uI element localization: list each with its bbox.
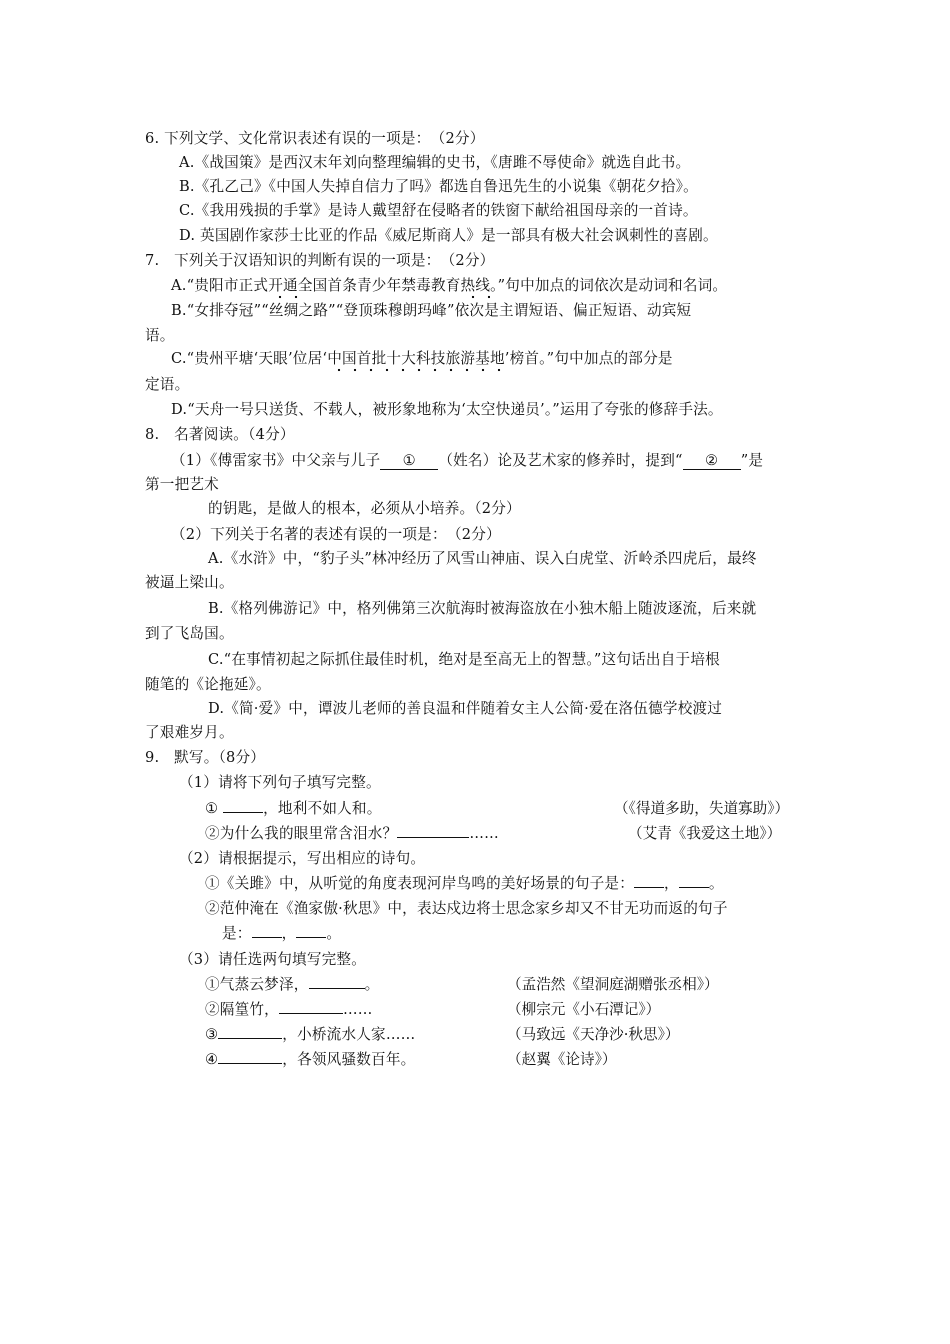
- q9-1-1-blank[interactable]: [223, 812, 263, 813]
- q6-option-b: B.《孔乙己》《中国人失掉自信力了吗》都选自鲁迅先生的小说集《朝花夕拾》。: [179, 178, 698, 195]
- q8-option-c-line1: C.“在事情初起之际抓住最佳时机，绝对是至高无上的智慧。”这句话出自于培根: [208, 651, 720, 668]
- q8-part1-line1: [171, 452, 763, 470]
- q7-c-dotted-phrase: 中国首批十大科技旅游基地: [327, 350, 505, 373]
- q9-3-2: [205, 1001, 373, 1019]
- q8-p1-mid: （姓名）论及艺术家的修养时，提到“: [438, 452, 683, 469]
- q8-option-b-line2: 到了飞岛国。: [145, 625, 234, 642]
- q9-1-1-text: ，地利不如人和。: [263, 800, 382, 817]
- q9-2-1-period: 。: [708, 875, 724, 892]
- q6-option-c: C.《我用残损的手掌》是诗人戴望舒在侵略者的铁窗下献给祖国母亲的一首诗。: [179, 202, 698, 219]
- q8-option-a-line2: 被逼上梁山。: [145, 574, 234, 591]
- q9-3-4-text: ，各领风骚数百年。: [282, 1051, 416, 1068]
- q8-p1-post: ”是: [740, 452, 764, 469]
- q7-c-post: ’榜首。”句中加点的部分是: [504, 350, 673, 367]
- q7-c-pre: C.“贵州平塘‘天眼’位居‘: [171, 350, 328, 367]
- q9-3-1-text: ①气蒸云梦泽，: [205, 976, 309, 993]
- q9-stem: 9. 默写。（8分）: [145, 749, 266, 766]
- q8-stem: 8. 名著阅读。（4分）: [145, 426, 295, 443]
- q9-3-3: [205, 1026, 415, 1044]
- q7-option-b-line2: 语。: [145, 327, 175, 344]
- q9-3-1: [205, 976, 379, 994]
- q9-3-1-source: （孟浩然《望洞庭湖赠张丞相》）: [507, 976, 719, 993]
- q8-option-d-line1: D.《简·爱》中，谭波儿老师的善良温和伴随着女主人公简·爱在洛伍德学校渡过: [208, 700, 723, 717]
- q9-3-2-text: ②隔篁竹，: [205, 1001, 279, 1018]
- q8-option-d-line2: 了艰难岁月。: [145, 724, 234, 741]
- q6-stem: 6. 下列文学、文化常识表述有误的一项是： （2分）: [145, 130, 485, 147]
- q9-2-1-blank-b[interactable]: [679, 887, 709, 888]
- q9-1-2-text: ②为什么我的眼里常含泪水？: [205, 825, 398, 842]
- q9-2-2-line1: ②范仲淹在《渔家傲·秋思》中，表达戍边将士思念家乡却又不甘无功而返的句子: [205, 900, 728, 917]
- q7-option-a: [171, 277, 727, 295]
- q9-1-2-source: （艾青《我爱这土地》）: [628, 825, 782, 842]
- q9-2-1-text: ①《关雎》中，从听觉的角度表现河岸鸟鸣的美好场景的句子是：: [205, 875, 635, 892]
- q8-part1-line2: 第一把艺术: [145, 476, 219, 493]
- q9-3-4-num: ④: [205, 1051, 219, 1068]
- q7-option-c: [171, 350, 673, 368]
- q7-a-post: 。”句中加点的词依次是动词和名词。: [490, 277, 728, 294]
- q9-3-1-blank[interactable]: [309, 988, 365, 989]
- q6-option-d: D. 英国剧作家莎士比亚的作品《威尼斯商人》是一部具有极大社会讽刺性的喜剧。: [179, 227, 718, 244]
- q9-2-2-blank-a[interactable]: [252, 937, 282, 938]
- q9-3-4-source: （赵翼《论诗》）: [507, 1051, 617, 1068]
- q9-2-2-blank-b[interactable]: [296, 937, 326, 938]
- q9-3-1-period: 。: [364, 976, 380, 993]
- q8-part1-line3: 的钥匙，是做人的根本，必须从小培养。（2分）: [208, 500, 521, 517]
- q9-3-2-blank[interactable]: [279, 1013, 343, 1014]
- q9-3-4: [205, 1051, 415, 1069]
- q9-2-2-line2: [222, 925, 341, 943]
- q9-2-1-comma: ，: [664, 875, 679, 892]
- q9-3-4-blank[interactable]: [218, 1063, 282, 1064]
- q9-3-3-blank[interactable]: [218, 1038, 282, 1039]
- q9-1-1: [205, 800, 382, 818]
- q9-3-2-ellipsis: ……: [342, 1001, 373, 1018]
- q8-option-a-line1: A.《水浒》中，“豹子头”林冲经历了风雪山神庙、误入白虎堂、沂岭杀四虎后，最终: [208, 550, 757, 567]
- q9-1-1-source: （《得道多助，失道寡助》）: [614, 800, 790, 817]
- q9-2-2-period: 。: [326, 925, 342, 942]
- q8-part2-stem: （2）下列关于名著的表述有误的一项是： （2分）: [171, 526, 501, 543]
- q9-2-2-text: 是：: [222, 925, 252, 942]
- q9-1-1-num: ①: [205, 800, 219, 817]
- q9-3-3-source: （马致远《天净沙·秋思》）: [507, 1026, 680, 1043]
- q9-1-2-ellipsis: ……: [469, 825, 499, 842]
- q7-option-d: D.“天舟一号只送货、不载人，被形象地称为‘太空快递员’。”运用了夸张的修辞手法。: [171, 401, 723, 418]
- q7-option-c-line2: 定语。: [145, 376, 190, 393]
- q9-1-2: [205, 825, 499, 843]
- q9-3-2-source: （柳宗元《小石潭记》）: [507, 1001, 661, 1018]
- q9-2-1-blank-a[interactable]: [634, 887, 664, 888]
- q7-a-dotted-verb: 开通: [268, 277, 298, 300]
- q9-sec2-title: （2）请根据提示，写出相应的诗句。: [179, 850, 426, 867]
- q9-1-2-blank[interactable]: [397, 837, 469, 838]
- q9-2-2-comma: ，: [281, 925, 297, 942]
- q8-option-b-line1: B.《格列佛游记》中，格列佛第三次航海时被海盗放在小独木船上随波逐流，后来就: [208, 600, 757, 617]
- q9-sec3-title: （3）请任选两句填写完整。: [179, 951, 367, 968]
- q9-sec1-title: （1）请将下列句子填写完整。: [179, 774, 381, 791]
- q7-a-pre: A.“贵阳市正式开通全国首条青少年禁毒教育: [171, 277, 461, 300]
- q7-a-dotted-word: 热线: [461, 277, 491, 300]
- q8-blank-2[interactable]: ②: [683, 453, 741, 470]
- q8-p1-pre: （1）《傅雷家书》中父亲与儿子: [171, 452, 381, 469]
- q9-2-1: [205, 875, 724, 893]
- q7-option-b-line1: B.“女排夺冠”“丝绸之路”“登顶珠穆朗玛峰”依次是主谓短语、偏正短语、动宾短: [171, 302, 692, 319]
- q7-stem: 7. 下列关于汉语知识的判断有误的一项是： （2分）: [145, 252, 495, 269]
- q8-blank-1[interactable]: ①: [380, 453, 438, 470]
- q8-option-c-line2: 随笔的《论拖延》。: [145, 676, 271, 693]
- q9-3-3-text: ，小桥流水人家……: [282, 1026, 416, 1043]
- q9-3-3-num: ③: [205, 1026, 219, 1043]
- q6-option-a: A.《战国策》是西汉末年刘向整理编辑的史书，《唐雎不辱使命》就选自此书。: [179, 154, 691, 171]
